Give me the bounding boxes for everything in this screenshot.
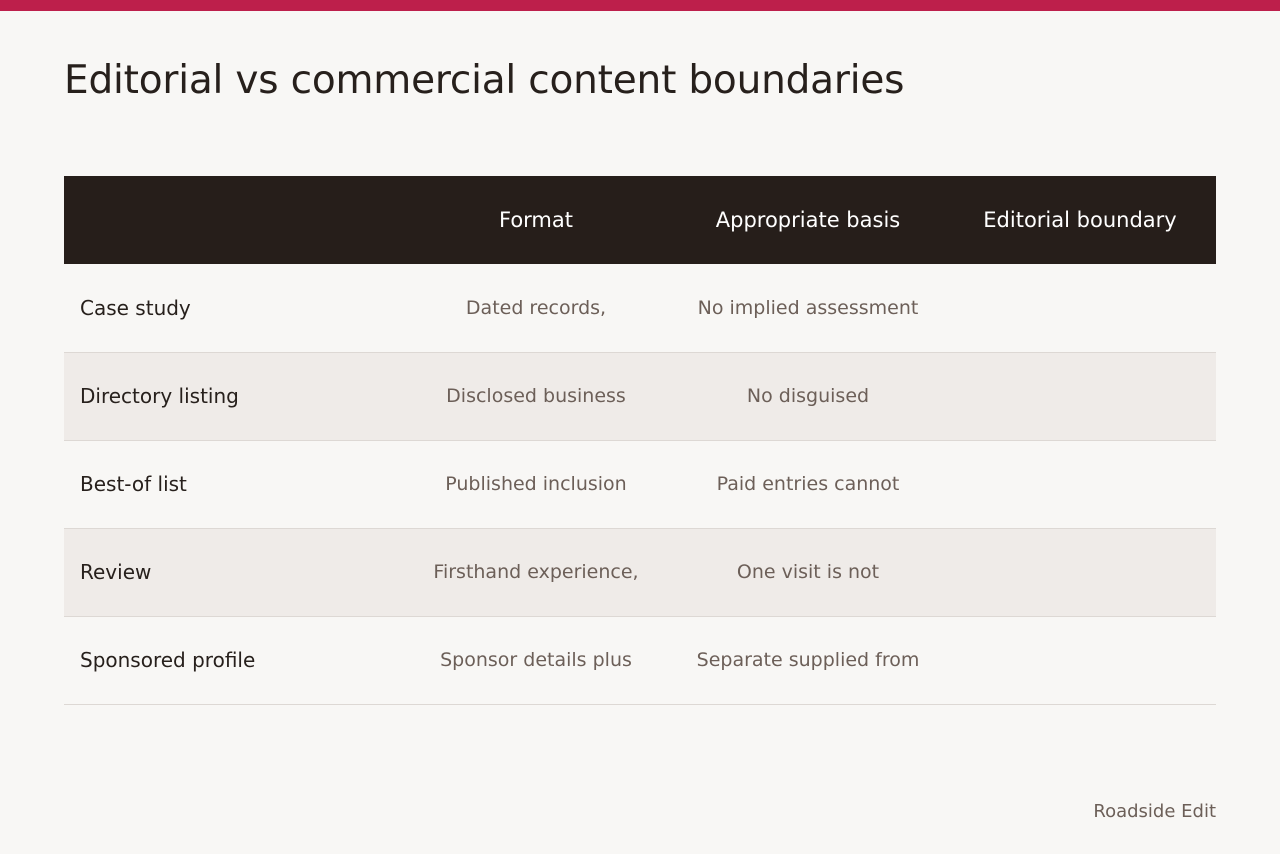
boundary-cell (944, 264, 1216, 352)
row-label: Best-of list (64, 440, 400, 528)
table-row (64, 440, 1216, 528)
column-header-format: Format (400, 176, 672, 264)
accent-top-bar (0, 0, 1280, 11)
boundary-cell (944, 440, 1216, 528)
boundary-cell (944, 616, 1216, 704)
table-row (64, 264, 1216, 352)
page-title: Editorial vs commercial content boundaries (64, 58, 905, 103)
table-row (64, 352, 1216, 440)
format-cell: Disclosed business (400, 352, 672, 440)
comparison-table (64, 176, 1216, 705)
row-label: Sponsored profile (64, 616, 400, 704)
table-row (64, 616, 1216, 704)
format-cell: Sponsor details plus (400, 616, 672, 704)
column-header-editorial-boundary: Editorial boundary (944, 176, 1216, 264)
row-label: Case study (64, 264, 400, 352)
basis-cell: One visit is not (672, 528, 944, 616)
table-body (64, 264, 1216, 704)
boundary-cell (944, 352, 1216, 440)
basis-cell: No implied assessment (672, 264, 944, 352)
column-header-blank (64, 176, 400, 264)
format-cell: Firsthand experience, (400, 528, 672, 616)
table-header (64, 176, 1216, 264)
row-label: Review (64, 528, 400, 616)
table-header-row (64, 176, 1216, 264)
basis-cell: No disguised (672, 352, 944, 440)
format-cell: Published inclusion (400, 440, 672, 528)
basis-cell: Paid entries cannot (672, 440, 944, 528)
basis-cell: Separate supplied from (672, 616, 944, 704)
column-header-appropriate-basis: Appropriate basis (672, 176, 944, 264)
row-label: Directory listing (64, 352, 400, 440)
table-row (64, 528, 1216, 616)
format-cell: Dated records, (400, 264, 672, 352)
footer-brand: Roadside Edit (1093, 801, 1216, 822)
boundary-cell (944, 528, 1216, 616)
